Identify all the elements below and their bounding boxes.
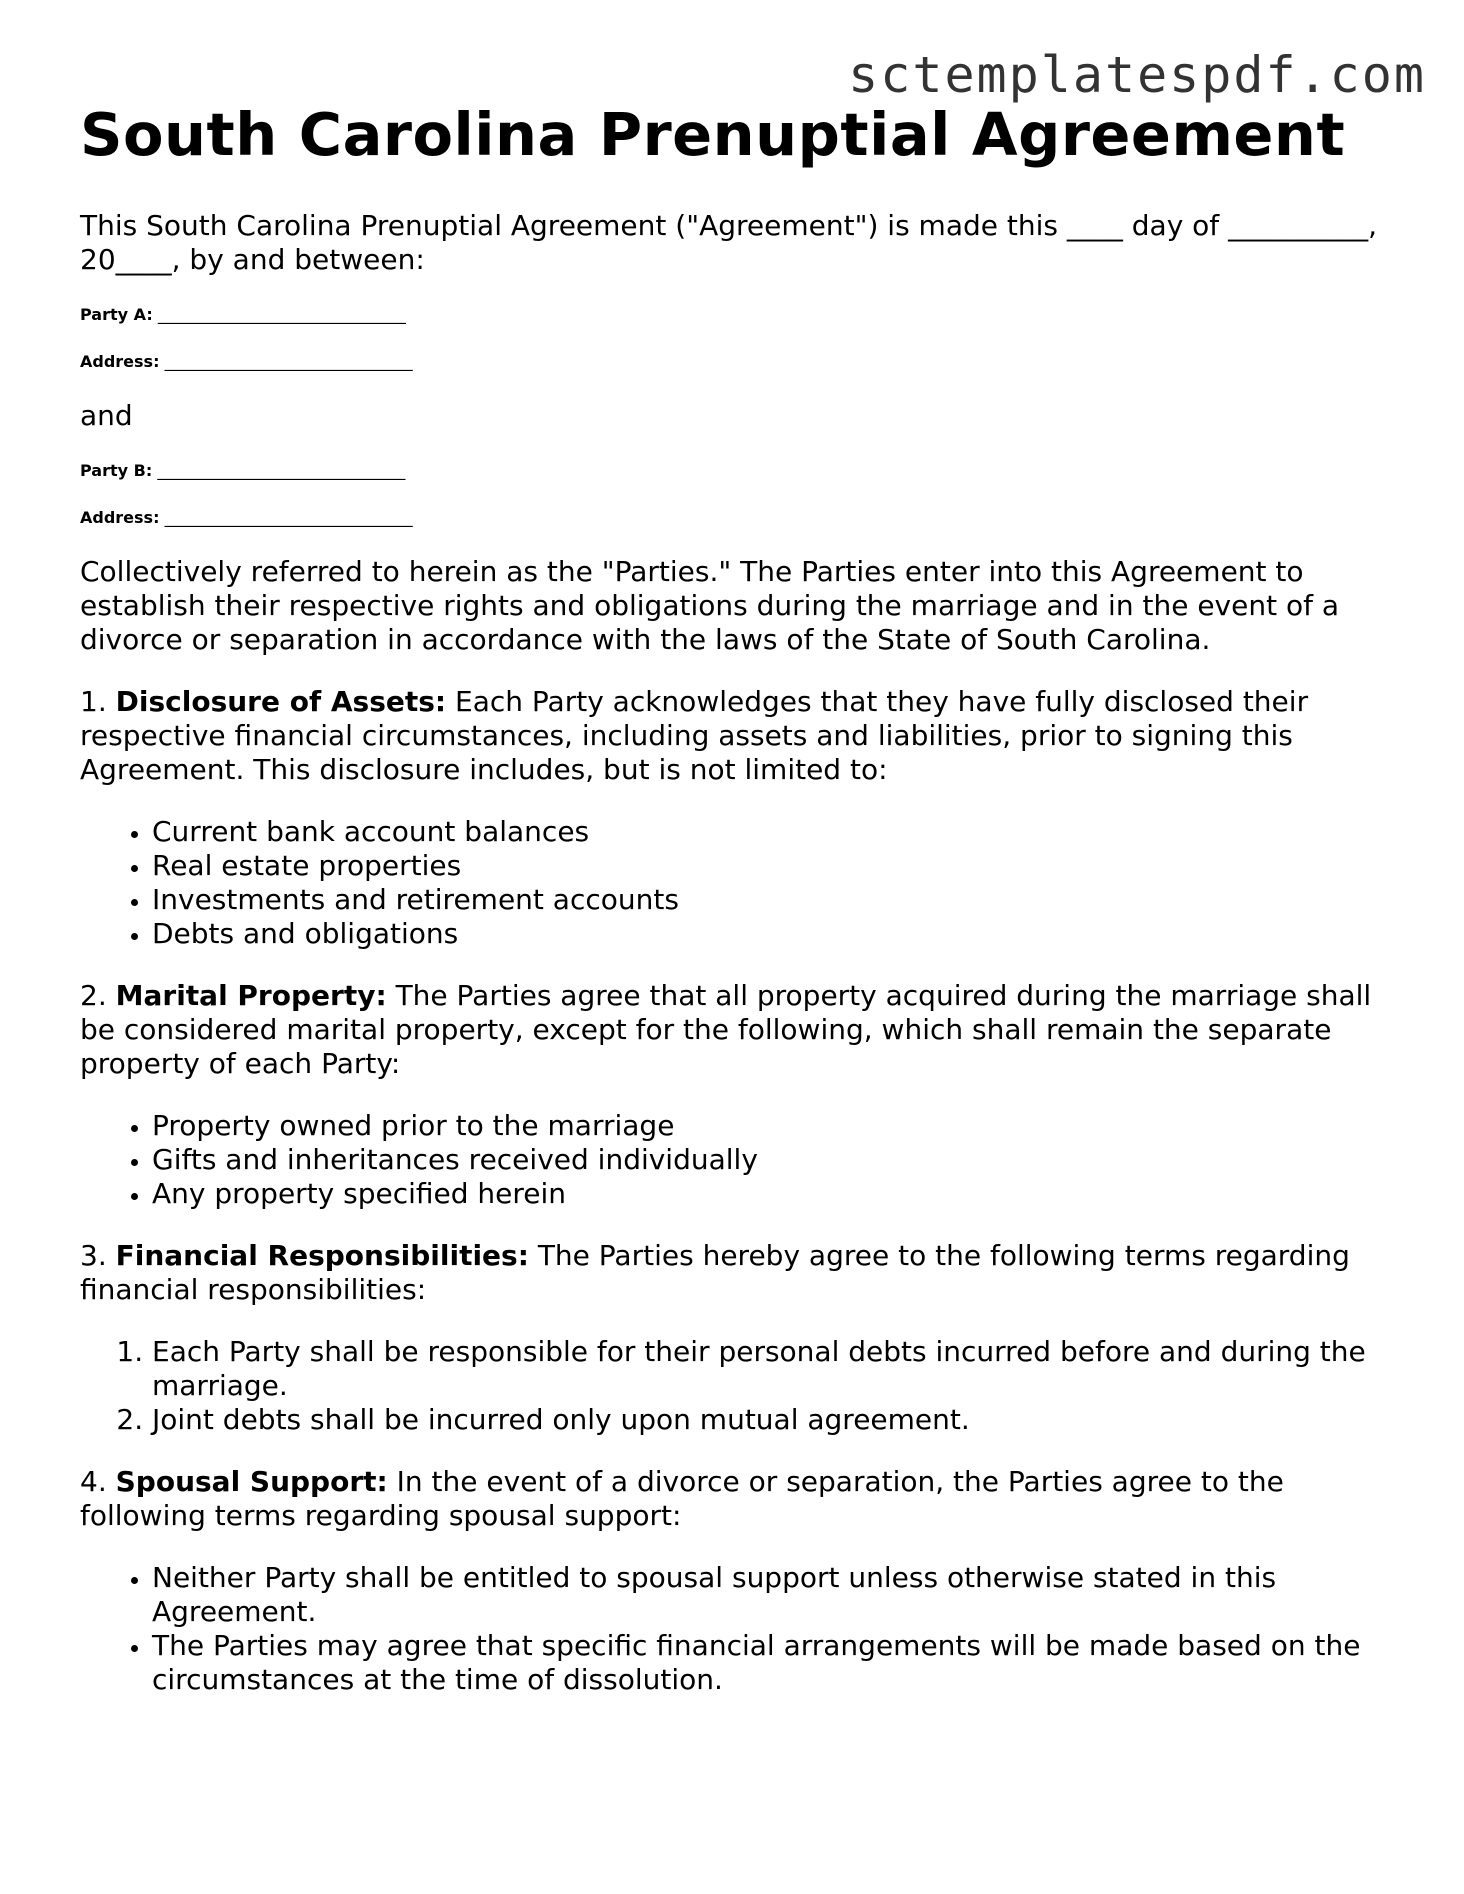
list-item: • Current bank account balances <box>152 815 1380 849</box>
section-number: 1. <box>80 684 107 718</box>
intro-paragraph: This South Carolina Prenuptial Agreement ("Agreement") is made this ____ day of __________, 20____, by and between: <box>80 208 1377 276</box>
section-spousal-support <box>80 1465 1380 1533</box>
section-number: 4. <box>80 1464 107 1498</box>
list-item: • Neither Party shall be entitled to spousal support unless otherwise stated in this Agreement. <box>152 1561 1380 1629</box>
section-text: The Parties agree that all property acquired during the marriage shall be considered marital property, except for the following, which shall remain the separate property of each Party: <box>80 978 1372 1080</box>
section-title: Spousal Support: <box>115 1464 388 1498</box>
party-a-label: Party A: <box>80 304 153 324</box>
section-text: The Parties hereby agree to the following terms regarding financial responsibilities: <box>80 1238 1350 1306</box>
party-a-field <box>80 305 1380 324</box>
section-title: Marital Property: <box>115 978 387 1012</box>
section-disclosure-of-assets <box>80 685 1380 787</box>
watermark: sctemplatespdf.com <box>848 46 1426 104</box>
section-text: Each Party acknowledges that they have fully disclosed their respective financial circumstances, including assets and liabilities, prior to signing this Agreement. This disclosure includes, but is not limited to: <box>80 684 1309 786</box>
document-title: South Carolina Prenuptial Agreement <box>80 100 1346 169</box>
party-a-address-field <box>80 352 1380 371</box>
list-item: • Debts and obligations <box>152 917 1380 951</box>
party-b-label: Party B: <box>80 460 153 480</box>
list-item: • Property owned prior to the marriage <box>152 1109 1380 1143</box>
section-number: 3. <box>80 1238 107 1272</box>
section-financial-responsibilities <box>80 1239 1380 1307</box>
party-b-blank: _______________________________ <box>157 460 406 480</box>
and-text: and <box>80 398 133 432</box>
list-item: • Investments and retirement accounts <box>152 883 1380 917</box>
party-b-address-field <box>80 508 1380 527</box>
spousal-support-list <box>80 1561 1380 1697</box>
section-text: In the event of a divorce or separation, the Parties agree to the following terms regarding spousal support: <box>80 1464 1284 1532</box>
party-a-blank: _______________________________ <box>157 304 406 324</box>
list-item: • The Parties may agree that specific financial arrangements will be made based on the circumstances at the time of dissolution. <box>152 1629 1380 1697</box>
party-b-field <box>80 461 1380 480</box>
separate-property-list <box>80 1109 1380 1211</box>
document-body <box>80 100 1380 1725</box>
party-b-address-blank: _______________________________ <box>164 507 413 527</box>
financial-responsibilities-list <box>80 1335 1380 1437</box>
section-number: 2. <box>80 978 107 1012</box>
section-marital-property <box>80 979 1380 1081</box>
list-item: • Gifts and inheritances received individually <box>152 1143 1380 1177</box>
section-title: Financial Responsibilities: <box>115 1238 529 1272</box>
party-b-address-label: Address: <box>80 507 160 527</box>
list-item: • Real estate properties <box>152 849 1380 883</box>
party-a-address-blank: _______________________________ <box>164 351 413 371</box>
list-item: • Any property specified herein <box>152 1177 1380 1211</box>
section-title: Disclosure of Assets: <box>115 684 447 718</box>
disclosure-list <box>80 815 1380 951</box>
collective-paragraph: Collectively referred to herein as the "Parties." The Parties enter into this Agreement to establish their respective rights and obligations during the marriage and in the event of a divorce or separation in accordance with the laws of the State of South Carolina. <box>80 554 1340 656</box>
list-item: 1. Each Party shall be responsible for their personal debts incurred before and during the marriage. <box>152 1335 1380 1403</box>
party-a-address-label: Address: <box>80 351 160 371</box>
list-item: 2. Joint debts shall be incurred only upon mutual agreement. <box>152 1403 1380 1437</box>
